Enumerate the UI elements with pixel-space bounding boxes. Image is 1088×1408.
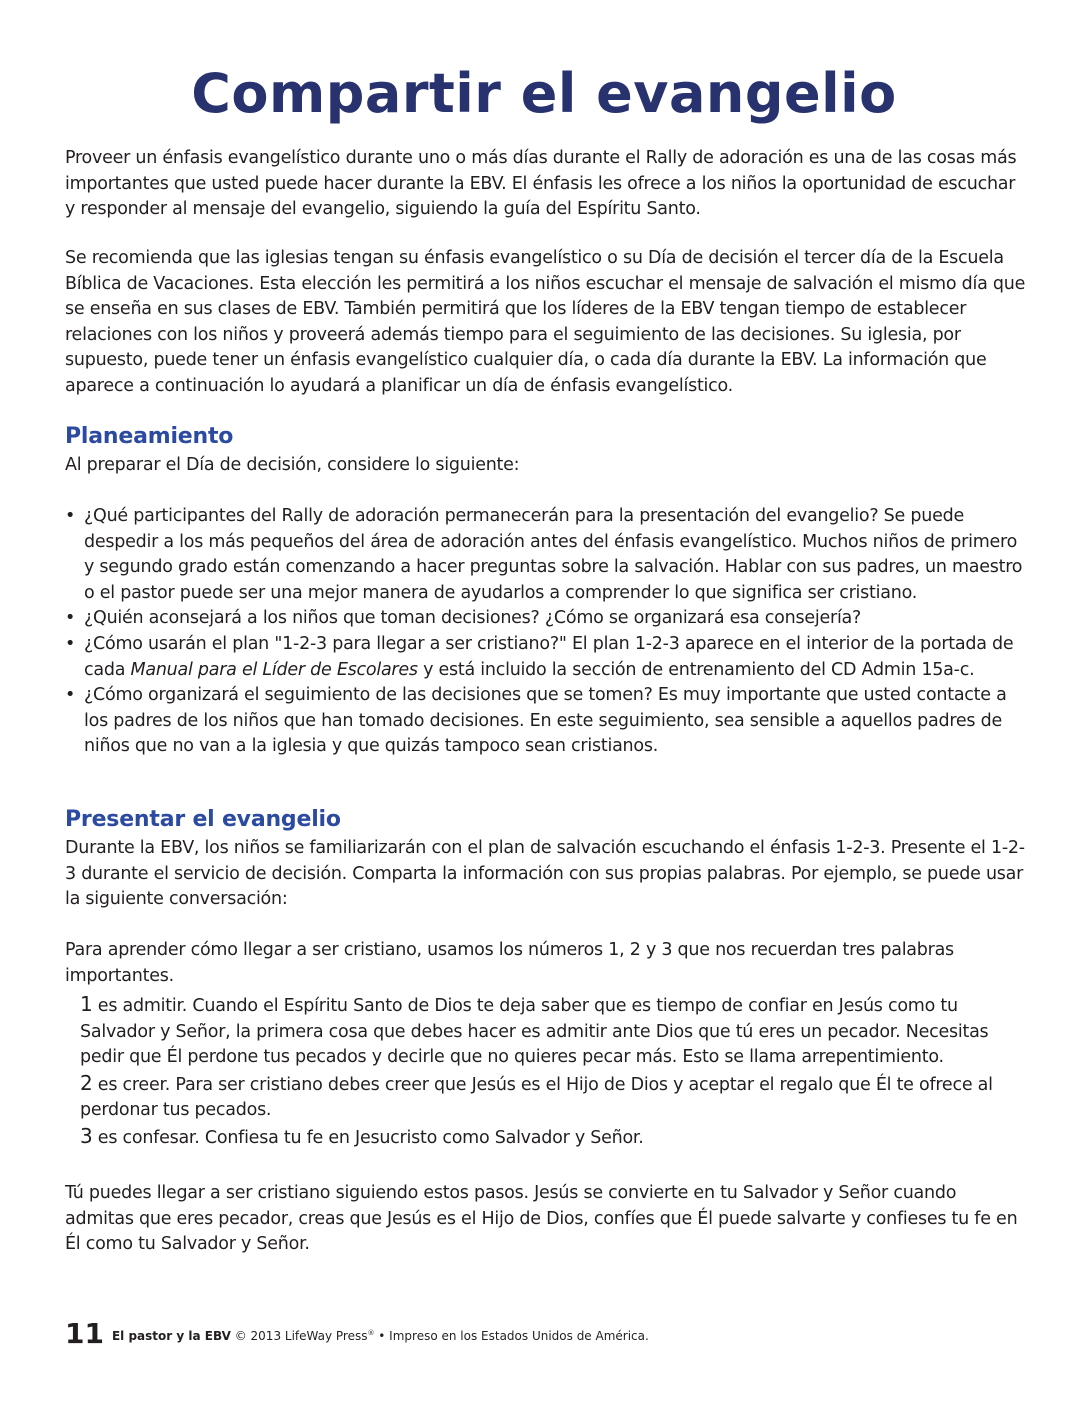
page-footer: [65, 1316, 649, 1353]
section-heading-presentar: Presentar el evangelio: [65, 807, 341, 832]
step-number: 1: [80, 992, 93, 1016]
step-text: es confesar. Confiesa tu fe en Jesucristo como Salvador y Señor.: [92, 1127, 644, 1148]
steps-list: [80, 992, 1035, 1152]
section-heading-planeamiento: Planeamiento: [65, 424, 234, 449]
step-text: es admitir. Cuando el Espíritu Santo de Dios te deja saber que es tiempo de confiar en Jesús como tu Salvador y Señor, la primera cosa que debes hacer es admitir ante Dios que tú eres un pecador. Necesitas pedir que Él perdone tus pecados y decirle que no quieres pecar más. Esto se llama arrepentimiento.: [80, 996, 989, 1068]
bullet-text: ¿Qué participantes del Rally de adoración permanecerán para la presentación del evangelio? Se puede despedir a los más pequeños del área de adoración antes del énfasis evangelístico. Muchos niños de primero y segundo grado están comenzando a hacer preguntas sobre la salvación. Hablar con sus padres, un maestro o el pastor puede ser una mejor manera de ayudarlos a comprender lo que significa ser cristiano.: [84, 506, 1023, 603]
bullet-marker: •: [65, 506, 76, 526]
list-item: [65, 632, 1030, 683]
intro-paragraph-2: Se recomienda que las iglesias tengan su énfasis evangelístico o su Día de decisión el tercer día de la Escuela Bíblica de Vacaciones. Esta elección les permitirá a los niños escuchar el mensaje de salvación el mismo día que se enseña en sus clases de EBV. También permitirá que los líderes de la EBV tengan tiempo de establecer relaciones con los niños y proveerá además tiempo para el seguimiento de las decisiones. Su iglesia, por supuesto, puede tener un énfasis evangelístico cualquier día, o cada día durante la EBV. La información que aparece a continuación lo ayudará a planificar un día de énfasis evangelístico.: [65, 248, 1026, 396]
step-number: 2: [80, 1070, 93, 1095]
list-item: [80, 992, 1035, 1071]
list-item: [80, 1124, 1035, 1152]
intro-paragraph-1: Proveer un énfasis evangelístico durante uno o más días durante el Rally de adoración es una de las cosas más importantes que usted puede hacer durante la EBV. El énfasis les ofrece a los niños la oportunidad de escuchar y responder al mensaje del evangelio, siguiendo la guía del Espíritu Santo.: [65, 148, 1017, 220]
list-item: [65, 606, 1030, 632]
bullet-marker: •: [65, 685, 76, 706]
list-item: [80, 1071, 1035, 1124]
list-item: [65, 504, 1030, 606]
step-text: es creer. Para ser cristiano debes creer que Jesús es el Hijo de Dios y aceptar el regalo que Él te ofrece al perdonar tus pecados.: [80, 1074, 993, 1121]
bullet-marker: •: [65, 608, 76, 629]
bullet-text-after: y está incluido la sección de entrenamiento del CD Admin 15a-c.: [417, 659, 975, 680]
printed-note: • Impreso en los Estados Unidos de América.: [374, 1329, 649, 1343]
bullet-text: ¿Quién aconsejará a los niños que toman decisiones? ¿Cómo se organizará esa consejería?: [84, 608, 862, 629]
publication-title: El pastor y la EBV: [111, 1329, 231, 1343]
planeamiento-lead: Al preparar el Día de decisión, considere lo siguiente:: [65, 455, 520, 475]
planning-bullet-list: [65, 504, 1030, 760]
steps-intro: Para aprender cómo llegar a ser cristiano, usamos los números 1, 2 y 3 que nos recuerdan tres palabras importantes.: [65, 940, 954, 986]
copyright-text: © 2013 LifeWay Press: [230, 1329, 368, 1343]
list-item: [65, 683, 1030, 760]
presentar-lead: Durante la EBV, los niños se familiarizarán con el plan de salvación escuchando el énfasis 1-2-3. Presente el 1-2-3 durante el servicio de decisión. Comparta la información con sus propias palabras. Por ejemplo, se puede usar la siguiente conversación:: [65, 838, 1025, 910]
bullet-text: ¿Cómo organizará el seguimiento de las decisiones que se tomen? Es muy importante que usted contacte a los padres de los niños que han tomado decisiones. En este seguimiento, sea sensible a aquellos padres de niños que no van a la iglesia y que quizás tampoco sean cristianos.: [84, 685, 1007, 757]
manual-title: Manual para el Líder de Escolares: [130, 659, 418, 680]
bullet-text-before: ¿Cómo usarán el plan "1-2-3 para llegar a ser cristiano?" El plan 1-2-3 aparece en el interior de la portada de cada: [84, 633, 1014, 680]
bullet-marker: •: [65, 633, 76, 654]
closing-paragraph: Tú puedes llegar a ser cristiano siguiendo estos pasos. Jesús se convierte en tu Salvador y Señor cuando admitas que eres pecador, creas que Jesús es el Hijo de Dios, confíes que Él puede salvarte y confieses tu fe en Él como tu Salvador y Señor.: [65, 1183, 1018, 1255]
page-title: Compartir el evangelio: [191, 62, 897, 125]
registered-mark: ®: [367, 1329, 375, 1337]
step-number: 3: [80, 1123, 93, 1148]
page-number: 11: [65, 1317, 104, 1350]
